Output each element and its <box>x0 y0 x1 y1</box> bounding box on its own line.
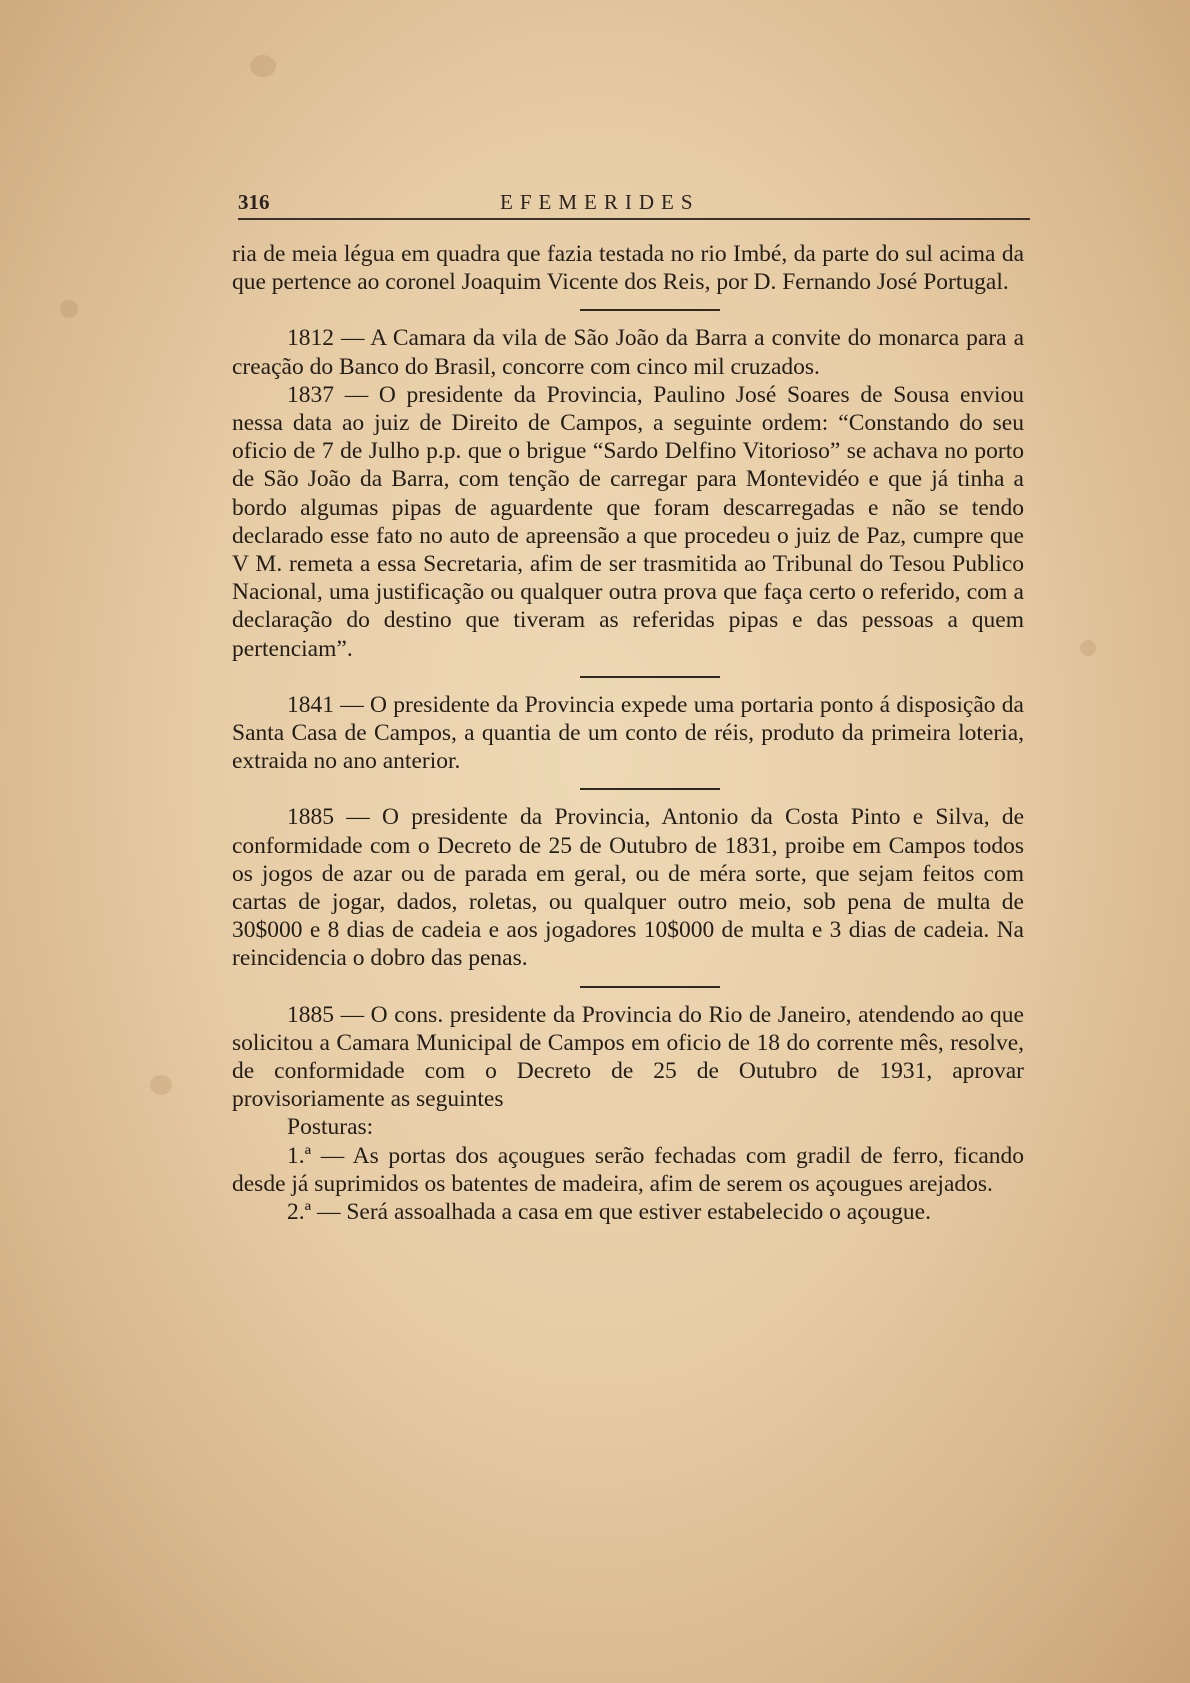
page-body <box>232 240 1024 1226</box>
paragraph-continuation: ria de meia légua em quadra que fazia testada no rio Imbé, da parte do sul acima da que pertence ao coronel Joaquim Vicente dos Reis, por D. Fernando José Portugal. <box>232 241 1024 296</box>
separator-rule <box>580 676 720 678</box>
entry-1812: 1812 — A Camara da vila de São João da Barra a convite do monarca para a creação do Banco do Brasil, concorre com cinco mil cruzados. <box>232 325 1024 380</box>
paper-stain <box>250 55 276 77</box>
entry-1837: 1837 — O presidente da Provincia, Paulino José Soares de Sousa enviou nessa data ao juiz de Direito de Campos, a seguinte ordem: “Constando do seu oficio de 7 de Julho p.p. que o brigue “Sardo Delfino Vitorioso” se achava no porto de São João da Barra, com tenção de carregar para Montevidéo e que já tinha a bordo algumas pipas de aguardente que foram descarregadas e não se tendo declarado esse fato no auto de apreensão a que procedeu o juiz de Paz, cumpre que V M. remeta a essa Secretaria, afim de ser trasmitida ao Tribunal do Tesou Publico Nacional, uma justificação ou qualquer outra prova que faça certo o referido, com a declaração do destino que tiveram as referidas pipas e das pessoas a quem pertenciam”. <box>232 381 1024 662</box>
separator-rule <box>580 788 720 790</box>
entry-1841: 1841 — O presidente da Provincia expede uma portaria ponto á disposição da Santa Casa de Campos, a quantia de um conto de réis, produto da primeira loteria, extraida no ano anterior. <box>232 691 1024 775</box>
entry-1885-jogos: 1885 — O presidente da Provincia, Antonio da Costa Pinto e Silva, de conformidade com o Decreto de 25 de Outubro de 1831, proibe em Campos todos os jogos de azar ou de parada em geral, ou de méra sorte, que sejam feitos com cartas de jogar, dados, roletas, ou qualquer outro meio, sob pena de multa de 30$000 e 8 dias de cadeia e aos jogadores 10$000 de multa e 3 dias de cadeia. Na reincidencia o dobro das penas. <box>232 804 1024 972</box>
postura-item-2: 2.ª — Será assoalhada a casa em que estiver estabelecido o açougue. <box>287 1199 931 1226</box>
posturas-label: Posturas: <box>287 1114 374 1141</box>
paper-stain <box>1080 640 1096 656</box>
page-number: 316 <box>238 190 270 214</box>
postura-item-1: 1.ª — As portas dos açougues serão fechadas com gradil de ferro, ficando desde já suprimidos os batentes de madeira, afim de serem os açougues arejados. <box>232 1142 1024 1197</box>
running-title: EFEMERIDES <box>500 190 700 214</box>
entry-1885-posturas: 1885 — O cons. presidente da Provincia do Rio de Janeiro, atendendo ao que solicitou a Camara Municipal de Campos em oficio de 18 do corrente mês, resolve, de conformidade com o Decreto de 25 de Outubro de 1931, aprovar provisoriamente as seguintes <box>232 1001 1024 1113</box>
header-rule <box>238 218 1030 220</box>
paper-stain <box>60 300 78 318</box>
paper-stain <box>150 1075 172 1095</box>
separator-rule <box>580 986 720 988</box>
page-header <box>238 190 1028 220</box>
separator-rule <box>580 309 720 311</box>
